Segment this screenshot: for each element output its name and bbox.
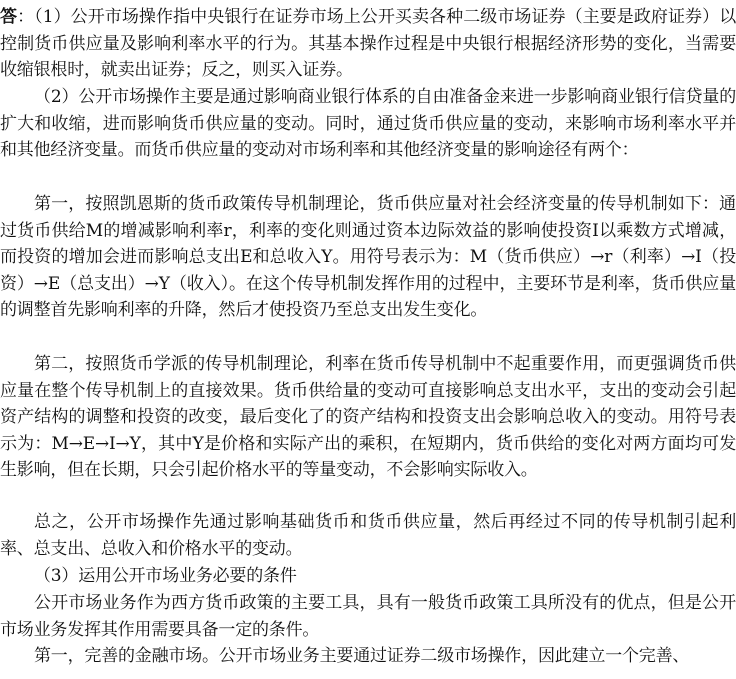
paragraph-2: （2）公开市场操作主要是通过影响商业银行体系的自由准备金来进一步影响商业银行信贷量的扩大和收缩，进而影响货币供应量的变动。同时，通过货币供应量的变动，来影响市场利率水平并和其他经济变量。而货币供应量的变动对市场利率和其他经济变量的影响途径有两个： xyxy=(0,87,736,161)
paragraph-conditions-intro: 公开市场业务作为西方货币政策的主要工具，具有一般货币政策工具所没有的优点，但是公开市场业务发挥其作用需要具备一定的条件。 xyxy=(0,593,736,640)
paragraph-monetarist-mechanism: 第二，按照货币学派的传导机制理论，利率在货币传导机制中不起重要作用，而更强调货币供应量在整个传导机制上的直接效果。货币供给量的变动可直接影响总支出水平，支出的变动会引起资产结构的调整和投资的改变，最后变化了的资产结构和投资支出会影响总收入的变动。用符号表示为：M→E→I→Y，其中Y是价格和实际产出的乘积，在短期内，货币供给的变化对两方面均可发生影响，但在长期，只会引起价格水平的等量变动，不会影响实际收入。 xyxy=(0,354,736,481)
paragraph-keynes-mechanism: 第一，按照凯恩斯的货币政策传导机制理论，货币供应量对社会经济变量的传导机制如下：通过货币供给M的增减影响利率r，利率的变化则通过资本边际效益的影响使投资I以乘数方式增减，而投资的增加会进而影响总支出E和总收入Y。用符号表示为：M（货币供应）→r（利率）→I（投资）→E（总支出）→Y（收入）。在这个传导机制发挥作用的过程中，主要环节是利率，货币供应量的调整首先影响利率的升降，然后才使投资乃至总支出发生变化。 xyxy=(0,194,736,321)
paragraph-condition-1: 第一，完善的金融市场。公开市场业务主要通过证券二级市场操作，因此建立一个完善、 xyxy=(34,646,690,666)
section-heading-conditions: （3）运用公开市场业务必要的条件 xyxy=(34,566,297,586)
answer-label: 答 xyxy=(0,7,18,27)
paragraph-summary: 总之，公开市场操作先通过影响基础货币和货币供应量，然后再经过不同的传导机制引起利率、总支出、总收入和价格水平的变动。 xyxy=(0,512,736,559)
paragraph-answer-1 xyxy=(0,4,736,84)
paragraph-answer-1-text: ：（1）公开市场操作指中央银行在证券市场上公开买卖各种二级市场证券（主要是政府证券）以控制货币供应量及影响利率水平的行为。其基本操作过程是中央银行根据经济形势的变化，当需要收缩银根时，就卖出证券；反之，则买入证券。 xyxy=(0,7,736,81)
